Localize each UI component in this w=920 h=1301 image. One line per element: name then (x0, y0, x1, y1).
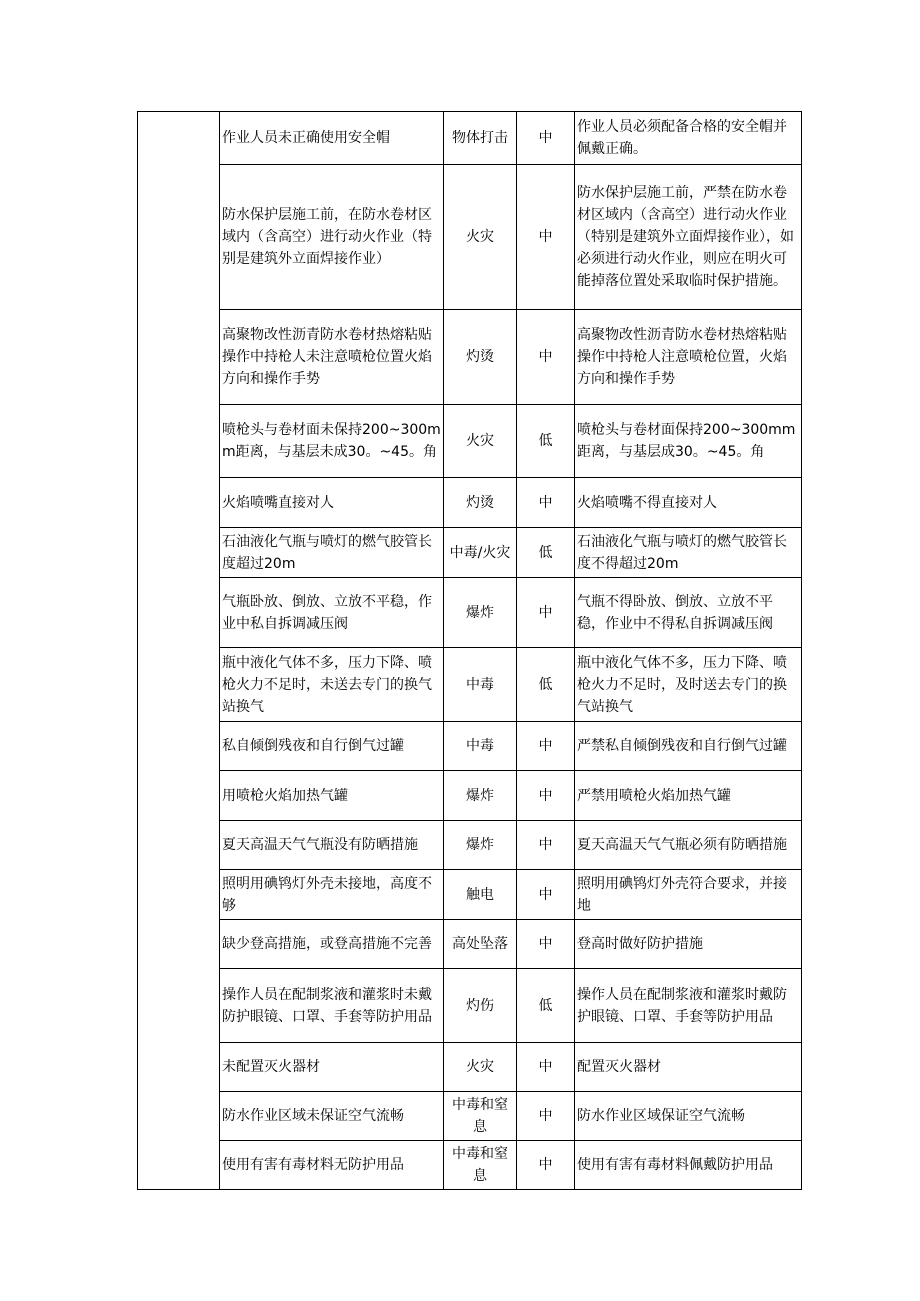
accident-type-cell: 火灾 (444, 405, 517, 478)
accident-type-cell: 中毒和窒息 (444, 1092, 517, 1141)
table-row (138, 478, 802, 528)
control-measure-cell: 喷枪头与卷材面保持200~300mm距离，与基层成30。~45。角 (575, 405, 802, 478)
table-row (138, 528, 802, 578)
risk-level-cell: 低 (517, 648, 575, 722)
control-measure-cell: 登高时做好防护措施 (575, 920, 802, 969)
control-measure-cell: 防水作业区域保证空气流畅 (575, 1092, 802, 1141)
table-row (138, 1043, 802, 1092)
accident-type-cell: 爆炸 (444, 578, 517, 648)
hazard-cell: 防水作业区域未保证空气流畅 (220, 1092, 444, 1141)
table-row (138, 1141, 802, 1190)
control-measure-cell: 严禁用喷枪火焰加热气罐 (575, 771, 802, 821)
table-row (138, 722, 802, 771)
accident-type-cell: 火灾 (444, 1043, 517, 1092)
hazard-cell: 火焰喷嘴直接对人 (220, 478, 444, 528)
control-measure-cell: 严禁私自倾倒残夜和自行倒气过罐 (575, 722, 802, 771)
hazard-cell: 操作人员在配制浆液和灌浆时未戴防护眼镜、口罩、手套等防护用品 (220, 969, 444, 1043)
hazard-cell: 用喷枪火焰加热气罐 (220, 771, 444, 821)
accident-type-cell: 爆炸 (444, 821, 517, 870)
control-measure-cell: 瓶中液化气体不多，压力下降、喷枪火力不足时，及时送去专门的换气站换气 (575, 648, 802, 722)
risk-level-cell: 低 (517, 969, 575, 1043)
accident-type-cell: 触电 (444, 870, 517, 920)
control-measure-cell: 操作人员在配制浆液和灌浆时戴防护眼镜、口罩、手套等防护用品 (575, 969, 802, 1043)
hazard-cell: 照明用碘鸨灯外壳未接地，高度不够 (220, 870, 444, 920)
hazard-cell: 气瓶卧放、倒放、立放不平稳，作业中私自拆调减压阀 (220, 578, 444, 648)
hazard-cell: 喷枪头与卷材面未保持200~300mm距离，与基层未成30。~45。角 (220, 405, 444, 478)
risk-level-cell: 低 (517, 405, 575, 478)
hazard-cell: 未配置灭火器材 (220, 1043, 444, 1092)
control-measure-cell: 气瓶不得卧放、倒放、立放不平稳，作业中不得私自拆调减压阀 (575, 578, 802, 648)
table-row (138, 648, 802, 722)
risk-table (137, 111, 802, 1190)
hazard-cell: 瓶中液化气体不多，压力下降、喷枪火力不足时，未送去专门的换气站换气 (220, 648, 444, 722)
risk-level-cell: 中 (517, 310, 575, 405)
hazard-cell: 石油液化气瓶与喷灯的燃气胶管长度超过20m (220, 528, 444, 578)
accident-type-cell: 爆炸 (444, 771, 517, 821)
table-row (138, 578, 802, 648)
risk-level-cell: 中 (517, 821, 575, 870)
accident-type-cell: 灼烫 (444, 478, 517, 528)
table-row (138, 165, 802, 310)
control-measure-cell: 夏天高温天气气瓶必须有防晒措施 (575, 821, 802, 870)
risk-level-cell: 中 (517, 870, 575, 920)
table-row (138, 405, 802, 478)
risk-level-cell: 中 (517, 478, 575, 528)
risk-level-cell: 中 (517, 1043, 575, 1092)
table-row (138, 1092, 802, 1141)
control-measure-cell: 火焰喷嘴不得直接对人 (575, 478, 802, 528)
control-measure-cell: 作业人员必须配备合格的安全帽并佩戴正确。 (575, 112, 802, 165)
accident-type-cell: 火灾 (444, 165, 517, 310)
risk-level-cell: 中 (517, 578, 575, 648)
control-measure-cell: 配置灭火器材 (575, 1043, 802, 1092)
hazard-cell: 高聚物改性沥青防水卷材热熔粘贴操作中持枪人未注意喷枪位置火焰方向和操作手势 (220, 310, 444, 405)
hazard-cell: 作业人员未正确使用安全帽 (220, 112, 444, 165)
control-measure-cell: 高聚物改性沥青防水卷材热熔粘贴操作中持枪人注意喷枪位置，火焰方向和操作手势 (575, 310, 802, 405)
hazard-cell: 防水保护层施工前，在防水卷材区域内（含高空）进行动火作业（特别是建筑外立面焊接作业） (220, 165, 444, 310)
control-measure-cell: 石油液化气瓶与喷灯的燃气胶管长度不得超过20m (575, 528, 802, 578)
accident-type-cell: 中毒和窒息 (444, 1141, 517, 1190)
accident-type-cell: 中毒 (444, 648, 517, 722)
table-row (138, 310, 802, 405)
risk-level-cell: 中 (517, 1141, 575, 1190)
hazard-cell: 私自倾倒残夜和自行倒气过罐 (220, 722, 444, 771)
hazard-cell: 使用有害有毒材料无防护用品 (220, 1141, 444, 1190)
accident-type-cell: 物体打击 (444, 112, 517, 165)
risk-level-cell: 低 (517, 528, 575, 578)
risk-level-cell: 中 (517, 920, 575, 969)
risk-level-cell: 中 (517, 165, 575, 310)
accident-type-cell: 中毒 (444, 722, 517, 771)
table-row (138, 112, 802, 165)
accident-type-cell: 高处坠落 (444, 920, 517, 969)
merged-category-cell (138, 112, 220, 1190)
table-row (138, 969, 802, 1043)
table-row (138, 771, 802, 821)
risk-level-cell: 中 (517, 771, 575, 821)
control-measure-cell: 防水保护层施工前，严禁在防水卷材区域内（含高空）进行动火作业（特别是建筑外立面焊接作业），如必须进行动火作业，则应在明火可能掉落位置处采取临时保护措施。 (575, 165, 802, 310)
risk-level-cell: 中 (517, 1092, 575, 1141)
accident-type-cell: 灼伤 (444, 969, 517, 1043)
risk-level-cell: 中 (517, 722, 575, 771)
control-measure-cell: 照明用碘鸨灯外壳符合要求，并接地 (575, 870, 802, 920)
risk-level-cell: 中 (517, 112, 575, 165)
accident-type-cell: 中毒/火灾 (444, 528, 517, 578)
table-row (138, 920, 802, 969)
hazard-cell: 夏天高温天气气瓶没有防晒措施 (220, 821, 444, 870)
accident-type-cell: 灼烫 (444, 310, 517, 405)
table-row (138, 870, 802, 920)
control-measure-cell: 使用有害有毒材料佩戴防护用品 (575, 1141, 802, 1190)
hazard-cell: 缺少登高措施，或登高措施不完善 (220, 920, 444, 969)
table-row (138, 821, 802, 870)
